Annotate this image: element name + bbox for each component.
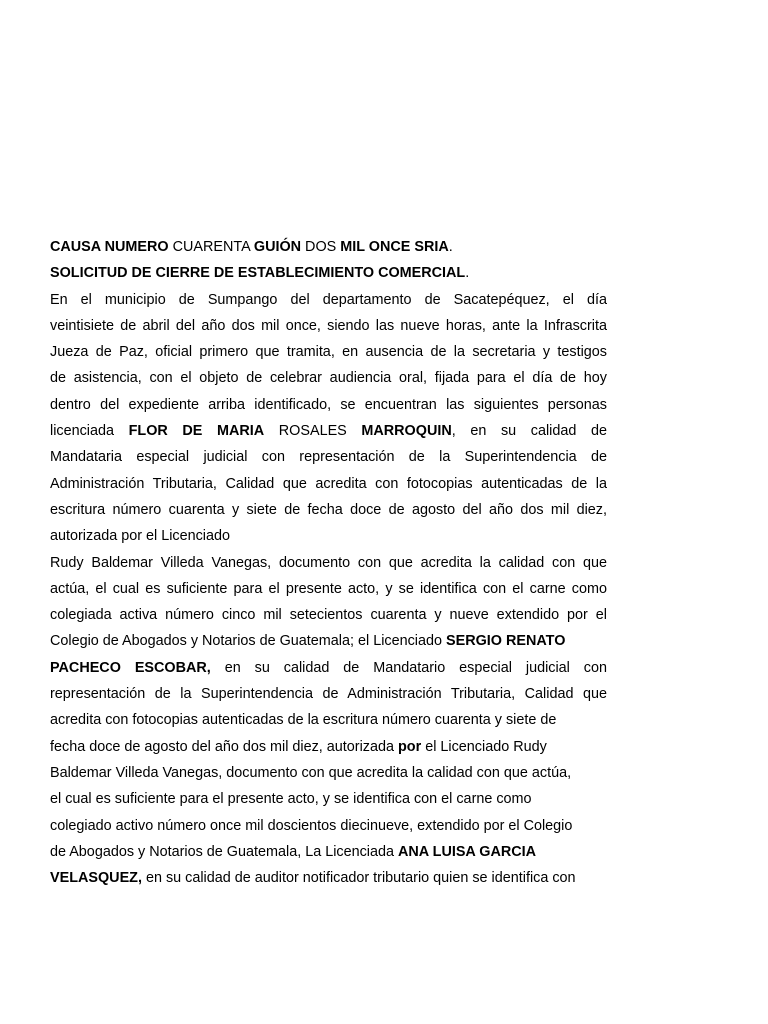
bold-text-run: CAUSA NUMERO [50, 239, 169, 255]
text-run: dentro del expediente arriba identificado, se encuentran las siguientes personas [50, 396, 607, 413]
bold-text-run: SERGIO RENATO [446, 633, 566, 650]
bold-text-run: MIL ONCE SRIA [340, 239, 449, 255]
bold-text-run: FLOR DE MARIA [128, 423, 265, 440]
document-line [50, 392, 607, 418]
document-line [50, 471, 607, 497]
text-run: En el municipio de Sumpango del departamento de Sacatepéquez, el día [50, 291, 607, 308]
document-line [50, 707, 607, 733]
document-line [50, 760, 607, 786]
text-run: el cual es suficiente para el presente acto, y se identifica con el carne como [50, 791, 532, 808]
document-line [50, 865, 607, 891]
text-run: DOS [301, 239, 341, 255]
document-line [50, 839, 607, 865]
text-run: Jueza de Paz, oficial primero que tramita, en ausencia de la secretaria y testigos [50, 344, 607, 361]
bold-text-run: VELASQUEZ, [50, 870, 142, 887]
bold-text-run: por [398, 738, 422, 755]
text-run: actúa, el cual es suficiente para el presente acto, y se identifica con el carne como [50, 580, 607, 597]
text-run: de Abogados y Notarios de Guatemala, La Licenciada [50, 843, 399, 860]
document-line [50, 523, 607, 549]
document-line [50, 602, 607, 628]
document-line [50, 550, 607, 576]
bold-text-run: ANA LUISA GARCIA [398, 843, 537, 860]
text-run: escritura número cuarenta y siete de fecha doce de agosto del año dos mil diez, [50, 501, 607, 518]
text-run: . [465, 265, 470, 282]
text-run: , en su calidad de [451, 423, 607, 440]
text-run: Baldemar Villeda Vanegas, documento con que acredita la calidad con que actúa, [50, 764, 572, 781]
text-run: ROSALES [264, 423, 362, 440]
bold-text-run: MARROQUIN [361, 423, 452, 440]
text-run: Mandataria especial judicial con representación de la Superintendencia de [50, 449, 607, 466]
text-run: Administración Tributaria, Calidad que acredita con fotocopias autenticadas de la [50, 475, 607, 492]
text-run: en su calidad de auditor notificador tributario quien se identifica con [141, 870, 576, 887]
bold-text-run: GUIÓN [253, 239, 302, 255]
text-run: . [448, 239, 453, 255]
bold-text-run: SOLICITUD DE CIERRE DE ESTABLECIMIENTO COMERCIAL [50, 265, 466, 282]
text-run: acredita con fotocopias autenticadas de la escritura número cuarenta y siete de [50, 712, 557, 729]
document-line [50, 497, 607, 523]
document-line [50, 576, 607, 602]
document-line [50, 813, 607, 839]
text-run: veintisiete de abril del año dos mil once, siendo las nueve horas, ante la Infrascrita [50, 317, 607, 334]
document-line [50, 339, 607, 365]
text-run: autorizada por el Licenciado [50, 528, 231, 545]
text-run: el Licenciado Rudy [421, 738, 547, 755]
text-run: colegiada activa número cinco mil setecientos cuarenta y nueve extendido por el [50, 607, 607, 624]
document-line [50, 313, 607, 339]
text-run: colegiado activo número once mil doscientos diecinueve, extendido por el Colegio [50, 817, 573, 834]
text-run: licenciada [50, 423, 129, 440]
text-run: Rudy Baldemar Villeda Vanegas, documento con que acredita la calidad con que [50, 554, 607, 571]
document-line [50, 287, 607, 313]
document-line [50, 234, 607, 260]
bold-text-run: PACHECO ESCOBAR, [50, 659, 211, 676]
document-line [50, 444, 607, 470]
document-line [50, 628, 607, 654]
document-body [50, 234, 607, 891]
text-run: representación de la Superintendencia de Administración Tributaria, Calidad que [50, 686, 607, 703]
text-run: de asistencia, con el objeto de celebrar audiencia oral, fijada para el día de hoy [50, 370, 607, 387]
text-run: en su calidad de Mandatario especial judicial con [210, 659, 607, 676]
document-line [50, 734, 607, 760]
document-line [50, 681, 607, 707]
document-line [50, 365, 607, 391]
document-line [50, 260, 607, 286]
text-run: CUARENTA [168, 239, 254, 255]
document-line [50, 418, 607, 444]
text-run: fecha doce de agosto del año dos mil diez, autorizada [50, 738, 399, 755]
text-run: Colegio de Abogados y Notarios de Guatemala; el Licenciado [50, 633, 446, 650]
document-line [50, 786, 607, 812]
document-line [50, 655, 607, 681]
